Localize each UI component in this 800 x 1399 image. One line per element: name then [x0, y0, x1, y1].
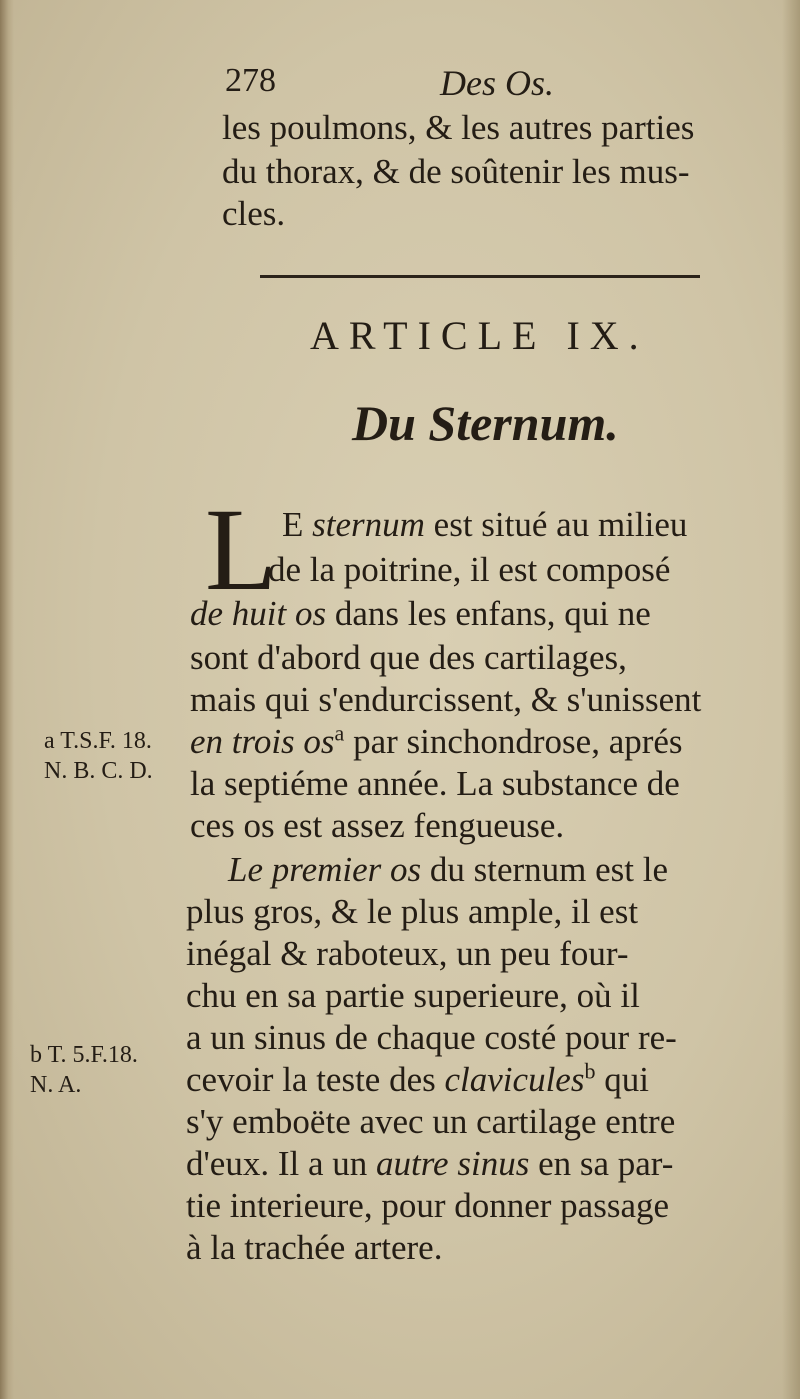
- text-line: E sternum est situé au milieu: [282, 505, 688, 544]
- text-line: la septiéme année. La substance de: [190, 764, 680, 803]
- text-line: cevoir la teste des clavicules$^b$ qui: [186, 1058, 649, 1099]
- text-line: mais qui s'endurcissent, & s'unissent: [190, 680, 702, 719]
- text-line: a un sinus de chaque costé pour re-: [186, 1018, 677, 1057]
- text-line: sont d'abord que des cartilages,: [190, 638, 627, 677]
- text-line: tie interieure, pour donner passage: [186, 1186, 670, 1225]
- page-edge-shadow: [782, 0, 800, 1399]
- article-heading: ARTICLE IX.: [310, 313, 649, 358]
- text-line: du thorax, & de soûtenir les mus-: [222, 152, 690, 191]
- drop-cap: L: [205, 484, 278, 615]
- text-line: les poulmons, & les autres parties: [222, 108, 695, 147]
- text-line: Le premier os du sternum est le: [228, 850, 669, 889]
- text-line: d'eux. Il a un autre sinus en sa par-: [186, 1144, 674, 1183]
- margin-note: b T. 5.F.18. N. A.: [30, 1042, 138, 1098]
- running-title: Des Os.: [440, 63, 554, 103]
- margin-note: a T.S.F. 18. N. B. C. D.: [44, 728, 153, 784]
- page-binding-shadow: [0, 0, 14, 1399]
- text-line: chu en sa partie superieure, où il: [186, 976, 640, 1015]
- page-number: 278: [225, 62, 276, 99]
- page-header: [225, 62, 565, 108]
- text-line: en trois $os^a$ par sinchondrose, aprés: [190, 720, 683, 761]
- text-line: plus gros, & le plus ample, il est: [186, 892, 639, 931]
- section-rule: [260, 275, 700, 278]
- text-line: s'y emboëte avec un cartilage entre: [186, 1102, 676, 1141]
- text-line: cles.: [222, 194, 286, 233]
- section-title: Du Sternum.: [352, 395, 619, 451]
- text-line: de huit os dans les enfans, qui ne: [190, 594, 651, 633]
- text-line: de la poitrine, il est composé: [268, 550, 671, 589]
- text-line: ces os est assez fengueuse.: [190, 806, 565, 845]
- text-line: inégal & raboteux, un peu four-: [186, 934, 629, 973]
- text-line: à la trachée artere.: [186, 1228, 443, 1267]
